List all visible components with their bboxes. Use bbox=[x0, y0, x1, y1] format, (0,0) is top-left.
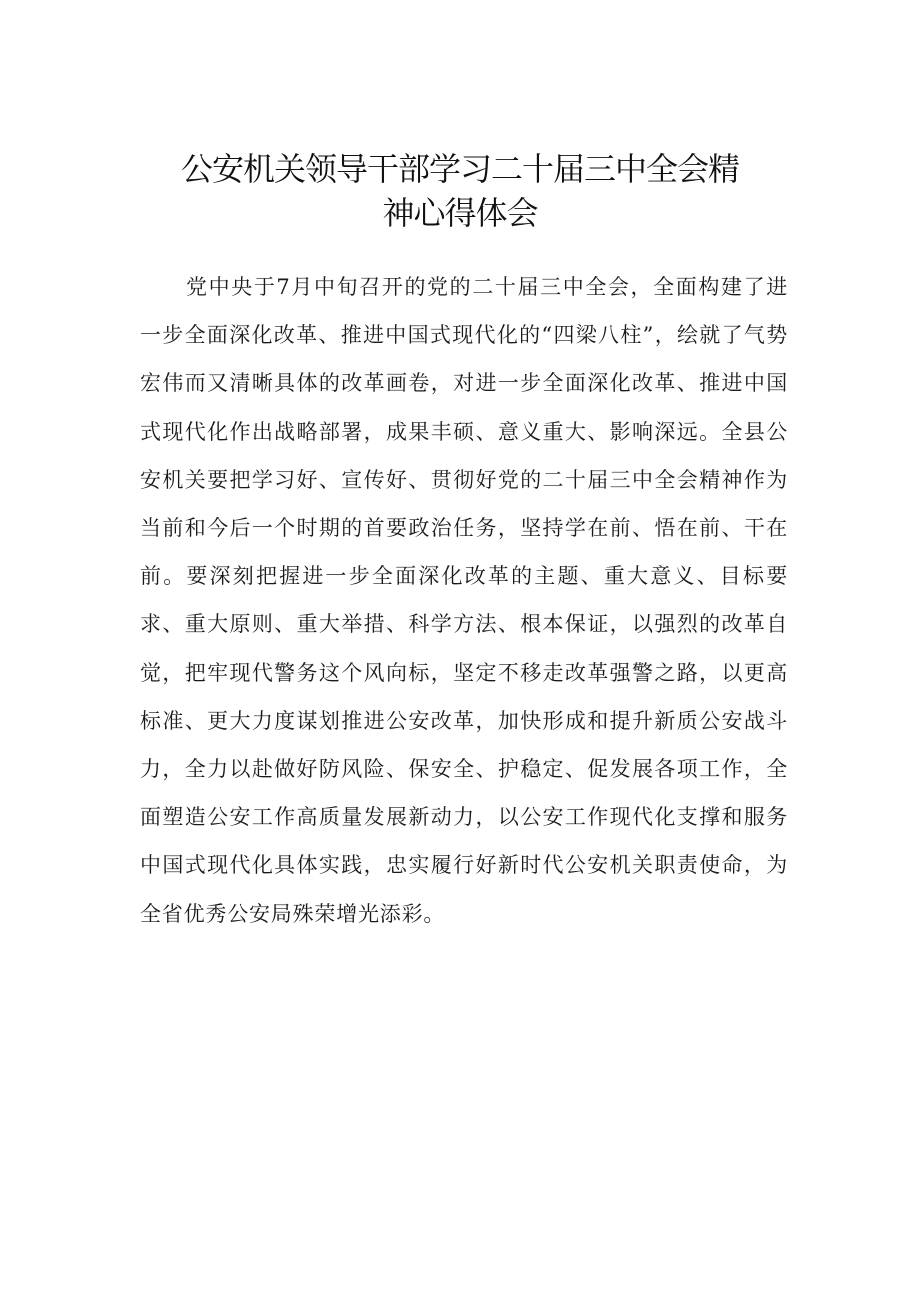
body-paragraph: 党中央于7月中旬召开的党的二十届三中全会，全面构建了进一步全面深化改革、推进中国式现代化的“四梁八柱”，绘就了气势宏伟而又清晰具体的改革画卷，对进一步全面深化改革、推进中国式现代化作出战略部署，成果丰硕、意义重大、影响深远。全县公安机关要把学习好、宣传好、贯彻好党的二十届三中全会精神作为当前和今后一个时期的首要政治任务，坚持学在前、悟在前、干在前。要深刻把握进一步全面深化改革的主题、重大意义、目标要求、重大原则、重大举措、科学方法、根本保证，以强烈的改革自觉，把牢现代警务这个风向标，坚定不移走改革强警之路，以更高标准、更大力度谋划推进公安改革，加快形成和提升新质公安战斗力，全力以赴做好防风险、保安全、护稳定、促发展各项工作，全面塑造公安工作高质量发展新动力，以公安工作现代化支撑和服务中国式现代化具体实践，忠实履行好新时代公安机关职责使命，为全省优秀公安局殊荣增光添彩。 bbox=[140, 275, 788, 926]
document-title bbox=[130, 147, 790, 235]
title-line-2: 神心得体会 bbox=[382, 194, 538, 232]
title-line-1: 公安机关领导干部学习二十届三中全会精 bbox=[180, 150, 739, 188]
